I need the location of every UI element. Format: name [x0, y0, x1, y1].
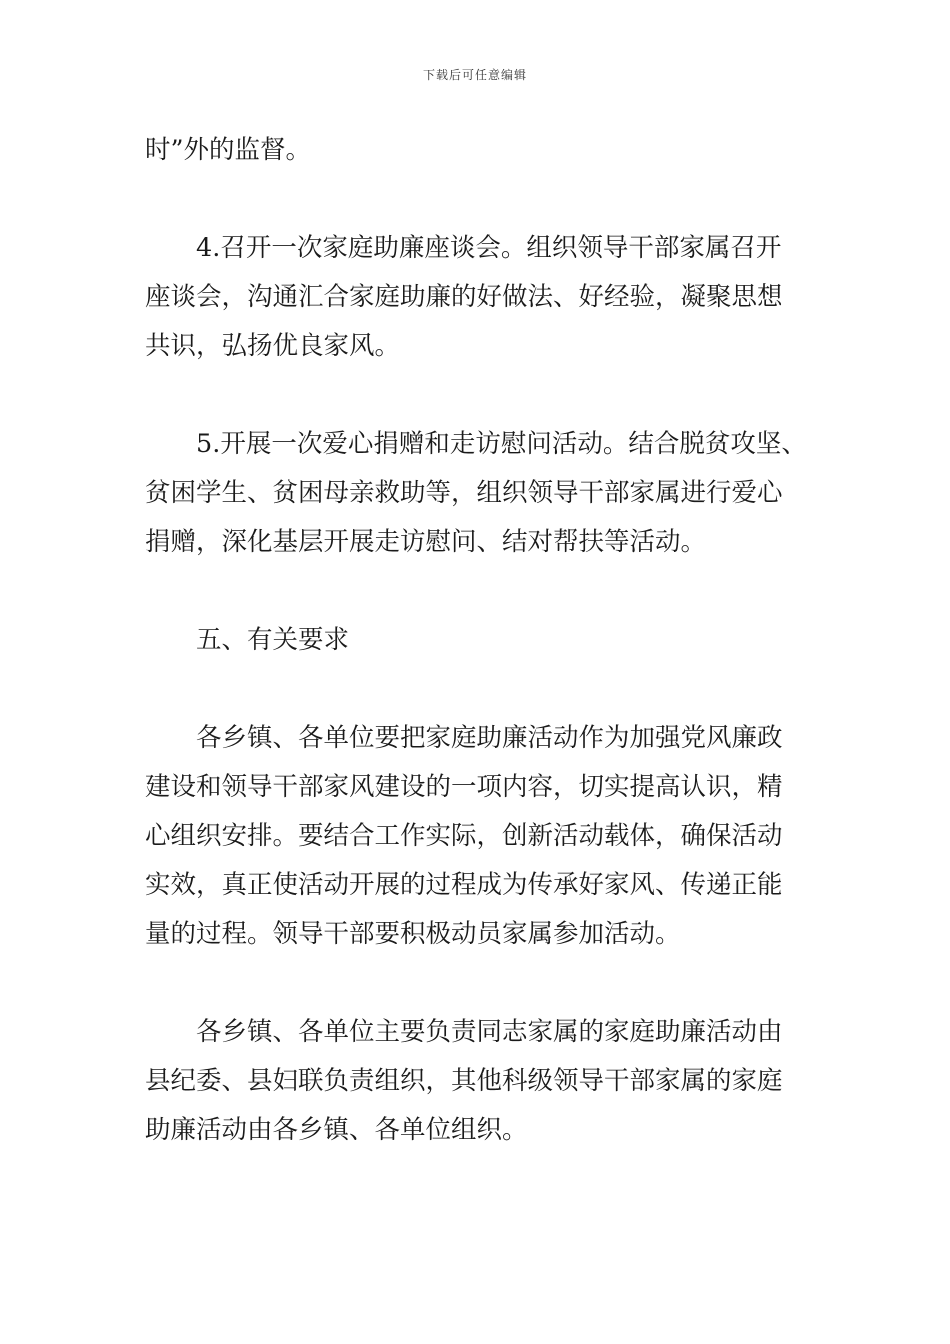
- text-line: 实效，真正使活动开展的过程成为传承好家风、传递正能: [145, 870, 783, 900]
- paragraph-item-5: [145, 420, 810, 567]
- text-line: 心组织安排。要结合工作实际，创新活动载体，确保活动: [145, 821, 783, 851]
- section-heading: [145, 616, 810, 665]
- text-line: 共识，弘扬优良家风。: [145, 331, 401, 361]
- text-line: 时”外的监督。: [145, 135, 312, 165]
- text-line: 4.召开一次家庭助廉座谈会。组织领导干部家属召开: [196, 233, 782, 263]
- paragraph-requirements-2: [145, 1008, 810, 1155]
- paragraph-requirements-1: [145, 714, 810, 959]
- document-body: [145, 126, 810, 1204]
- text-line: 建设和领导干部家风建设的一项内容，切实提高认识，精: [145, 772, 783, 802]
- text-line: 县纪委、县妇联负责组织，其他科级领导干部家属的家庭: [145, 1066, 783, 1096]
- text-line: 助廉活动由各乡镇、各单位组织。: [145, 1115, 528, 1145]
- paragraph-item-4: [145, 224, 810, 371]
- paragraph-continuation: [145, 126, 810, 175]
- text-line: 各乡镇、各单位要把家庭助廉活动作为加强党风廉政: [196, 723, 783, 753]
- text-line: 贫困学生、贫困母亲救助等，组织领导干部家属进行爱心: [145, 478, 783, 508]
- text-line: 各乡镇、各单位主要负责同志家属的家庭助廉活动由: [196, 1017, 783, 1047]
- page-header: 下载后可任意编辑: [422, 68, 527, 82]
- section-heading-text: 五、有关要求: [196, 625, 350, 655]
- text-line: 捐赠，深化基层开展走访慰问、结对帮扶等活动。: [145, 527, 707, 557]
- text-line: 5.开展一次爱心捐赠和走访慰问活动。结合脱贫攻坚、: [196, 429, 807, 459]
- text-line: 量的过程。领导干部要积极动员家属参加活动。: [145, 919, 681, 949]
- text-line: 座谈会，沟通汇合家庭助廉的好做法、好经验，凝聚思想: [145, 282, 783, 312]
